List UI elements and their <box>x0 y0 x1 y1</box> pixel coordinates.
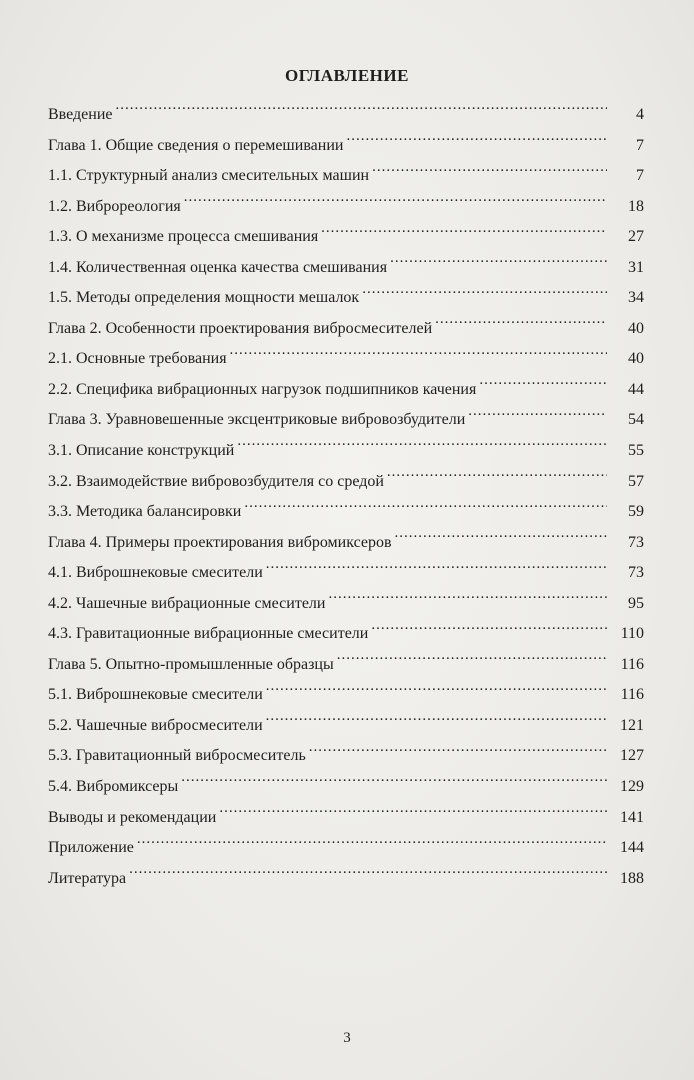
toc-page-number: 116 <box>620 686 644 704</box>
toc-entry-text: 3.2. Взаимодействие вибровозбудителя со средой <box>48 472 384 490</box>
dot-leader <box>244 500 607 516</box>
toc-page-number: 121 <box>620 716 644 734</box>
toc-entry <box>48 161 644 192</box>
toc-page-number: 127 <box>620 747 644 765</box>
dot-leader <box>362 286 607 302</box>
toc-page-number: 116 <box>620 655 644 673</box>
toc-page-number: 7 <box>636 136 644 154</box>
toc-page-number: 31 <box>628 258 644 276</box>
toc-page-number: 59 <box>628 503 644 521</box>
toc-page-number: 73 <box>628 564 644 582</box>
dot-leader <box>266 561 607 577</box>
toc-entry <box>48 772 644 803</box>
toc-page-number: 40 <box>628 350 644 368</box>
toc-entry <box>48 711 644 742</box>
toc-entry <box>48 405 644 436</box>
toc-page-number: 73 <box>628 533 644 551</box>
page-title: ОГЛАВЛЕНИЕ <box>285 66 409 85</box>
dot-leader <box>266 714 607 730</box>
toc-page-number: 55 <box>628 442 644 460</box>
toc-entry <box>48 344 644 375</box>
dot-leader <box>435 317 607 333</box>
toc-entry-text: 1.1. Структурный анализ смесительных машин <box>48 167 370 185</box>
toc-entry-text: 3.1. Описание конструкций <box>48 442 235 460</box>
toc-entry <box>48 619 644 650</box>
toc-entry-text: 1.2. Виброреология <box>48 197 181 215</box>
toc-entry-text: 4.1. Виброшнековые смесители <box>48 564 263 582</box>
toc-page-number: 44 <box>628 380 644 398</box>
toc-entry <box>48 192 644 223</box>
toc-entry-text: Приложение <box>48 839 134 857</box>
toc-entry <box>48 467 644 498</box>
toc-entry <box>48 680 644 711</box>
toc-entry <box>48 497 644 528</box>
toc-entry-text: Глава 2. Особенности проектирования вибросмесителей <box>48 319 433 337</box>
toc-entry <box>48 650 644 681</box>
toc-page-number: 7 <box>636 167 644 185</box>
dot-leader <box>371 622 607 638</box>
toc-entry <box>48 253 644 284</box>
dot-leader <box>230 347 607 363</box>
toc-entry <box>48 864 644 895</box>
dot-leader <box>181 775 607 791</box>
toc-entry <box>48 803 644 834</box>
dot-leader <box>390 256 607 272</box>
dot-leader <box>137 836 607 852</box>
toc-entry <box>48 222 644 253</box>
dot-leader <box>184 195 607 211</box>
toc-entry <box>48 314 644 345</box>
toc-entry-text: 4.3. Гравитационные вибрационные смесители <box>48 625 369 643</box>
dot-leader <box>395 531 607 547</box>
toc-page-number: 129 <box>620 778 644 796</box>
toc-entry <box>48 283 644 314</box>
toc-entry <box>48 131 644 162</box>
toc-page-number: 4 <box>636 106 644 123</box>
toc-page-number: 110 <box>620 625 644 643</box>
dot-leader <box>237 439 607 455</box>
toc-entry-text: Глава 3. Уравновешенные эксцентриковые вибровозбудители <box>48 411 466 429</box>
toc-entry-text: 4.2. Чашечные вибрационные смесители <box>48 594 326 612</box>
toc-page-number: 18 <box>628 197 644 215</box>
toc-entry <box>48 833 644 864</box>
dot-leader <box>479 378 607 394</box>
dot-leader <box>219 806 607 822</box>
toc-entry-text: 5.1. Виброшнековые смесители <box>48 686 263 704</box>
dot-leader <box>372 164 607 180</box>
toc-page-number: 141 <box>620 808 644 826</box>
toc-page-number: 54 <box>628 411 644 429</box>
toc-entry-text: 5.4. Вибромиксеры <box>48 778 179 796</box>
toc-entry-text: 2.1. Основные требования <box>48 350 227 368</box>
dot-leader <box>129 867 607 883</box>
toc-entry-text: Глава 4. Примеры проектирования вибромиксеров <box>48 533 392 551</box>
toc-entry <box>48 558 644 589</box>
toc-entry-text: Глава 5. Опытно-промышленные образцы <box>48 655 334 673</box>
toc-entry <box>48 100 644 131</box>
toc-entry-text: 5.2. Чашечные вибросмесители <box>48 716 263 734</box>
toc-page-number: 27 <box>628 228 644 246</box>
toc-page-number: 95 <box>628 594 644 612</box>
dot-leader <box>387 470 607 486</box>
dot-leader <box>309 744 607 760</box>
dot-leader <box>337 653 607 669</box>
dot-leader <box>116 103 608 119</box>
toc-entry-text: Глава 1. Общие сведения о перемешивании <box>48 136 344 154</box>
toc-entry <box>48 741 644 772</box>
toc-page-number: 40 <box>628 319 644 337</box>
toc-page-number: 34 <box>628 289 644 307</box>
toc-page-number: 57 <box>628 472 644 490</box>
toc-page-number: 144 <box>620 839 644 857</box>
table-of-contents <box>48 100 644 894</box>
dot-leader <box>321 225 607 241</box>
toc-entry-text: Введение <box>48 106 113 123</box>
toc-entry-text: 5.3. Гравитационный вибросмеситель <box>48 747 306 765</box>
dot-leader <box>468 408 607 424</box>
dot-leader <box>328 592 607 608</box>
toc-entry-text: 2.2. Специфика вибрационных нагрузок подшипников качения <box>48 380 477 398</box>
toc-page-number: 188 <box>620 869 644 887</box>
toc-entry-text: 1.4. Количественная оценка качества смешивания <box>48 258 388 276</box>
page-number: 3 <box>343 1030 351 1046</box>
toc-entry <box>48 375 644 406</box>
toc-entry-text: 1.3. О механизме процесса смешивания <box>48 228 319 246</box>
toc-entry-text: Выводы и рекомендации <box>48 808 217 826</box>
toc-entry-text: 3.3. Методика балансировки <box>48 503 242 521</box>
toc-entry <box>48 436 644 467</box>
toc-entry <box>48 589 644 620</box>
dot-leader <box>346 134 607 150</box>
toc-entry-text: 1.5. Методы определения мощности мешалок <box>48 289 360 307</box>
toc-entry-text: Литература <box>48 869 127 887</box>
toc-entry <box>48 528 644 559</box>
dot-leader <box>266 683 607 699</box>
